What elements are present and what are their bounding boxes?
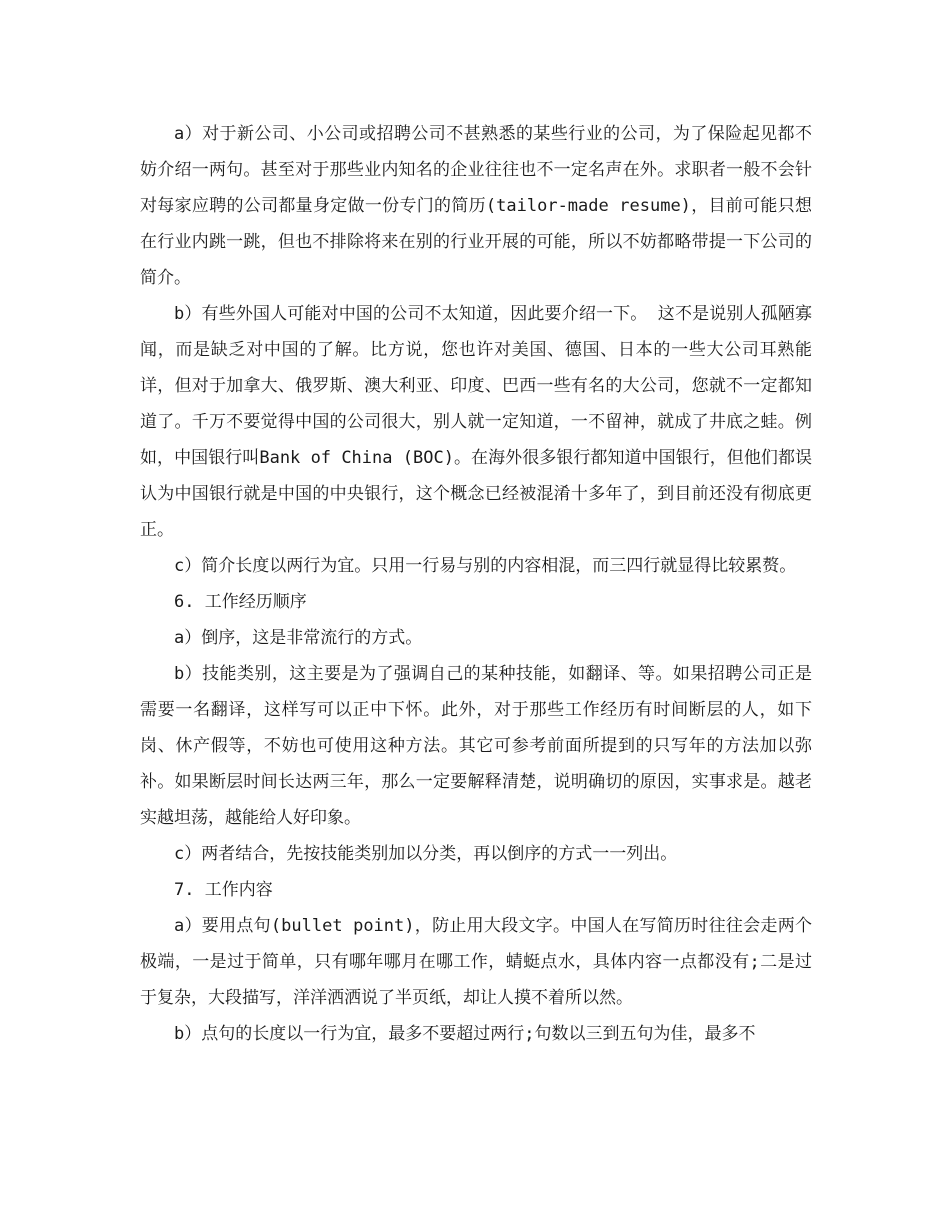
- paragraph-order-b: b）技能类别，这主要是为了强调自己的某种技能，如翻译、等。如果招聘公司正是需要一名翻译，这样写可以正中下怀。此外，对于那些工作经历有时间断层的人，如下岗、休产假等，不妨也可使用这种方法。其它可参考前面所提到的只写年的方法加以弥补。如果断层时间长达两三年，那么一定要解释清楚，说明确切的原因，实事求是。越老实越坦荡，越能给人好印象。: [140, 664, 812, 828]
- paragraph-content-b: b）点句的长度以一行为宜，最多不要超过两行;句数以三到五句为佳，最多不: [174, 1024, 756, 1044]
- paragraph-company-intro-a: a）对于新公司、小公司或招聘公司不甚熟悉的某些行业的公司，为了保险起见都不妨介绍一两句。甚至对于那些业内知名的企业往往也不一定名声在外。求职者一般不会针对每家应聘的公司都量身定做一份专门的简历(tailor-made resume)，目前可能只想在行业内跳一跳，但也不排除将来在别的行业开展的可能，所以不妨都略带提一下公司的简介。: [140, 124, 812, 288]
- document-body: [140, 116, 812, 1052]
- heading-work-history-order: 6. 工作经历顺序: [174, 592, 307, 612]
- paragraph-order-a: a）倒序，这是非常流行的方式。: [174, 628, 423, 648]
- paragraph-content-a: a）要用点句(bullet point)，防止用大段文字。中国人在写简历时往往会走两个极端，一是过于简单，只有哪年哪月在哪工作，蜻蜓点水，具体内容一点都没有;二是过于复杂，大段描写，洋洋洒洒说了半页纸，却让人摸不着所以然。: [140, 916, 812, 1008]
- paragraph-order-c: c）两者结合，先按技能类别加以分类，再以倒序的方式一一列出。: [174, 844, 678, 864]
- heading-work-content: 7. 工作内容: [174, 880, 273, 900]
- paragraph-company-intro-c: c）简介长度以两行为宜。只用一行易与别的内容相混，而三四行就显得比较累赘。: [174, 556, 797, 576]
- paragraph-company-intro-b: b）有些外国人可能对中国的公司不太知道，因此要介绍一下。 这不是说别人孤陋寡闻，而是缺乏对中国的了解。比方说，您也许对美国、德国、日本的一些大公司耳熟能详，但对于加拿大、俄罗斯、澳大利亚、印度、巴西一些有名的大公司，您就不一定都知道了。千万不要觉得中国的公司很大，别人就一定知道，一不留神，就成了井底之蛙。例如，中国银行叫Bank of China (BOC)。在海外很多银行都知道中国银行，但他们都误认为中国银行就是中国的中央银行，这个概念已经被混淆十多年了，到目前还没有彻底更正。: [140, 304, 812, 540]
